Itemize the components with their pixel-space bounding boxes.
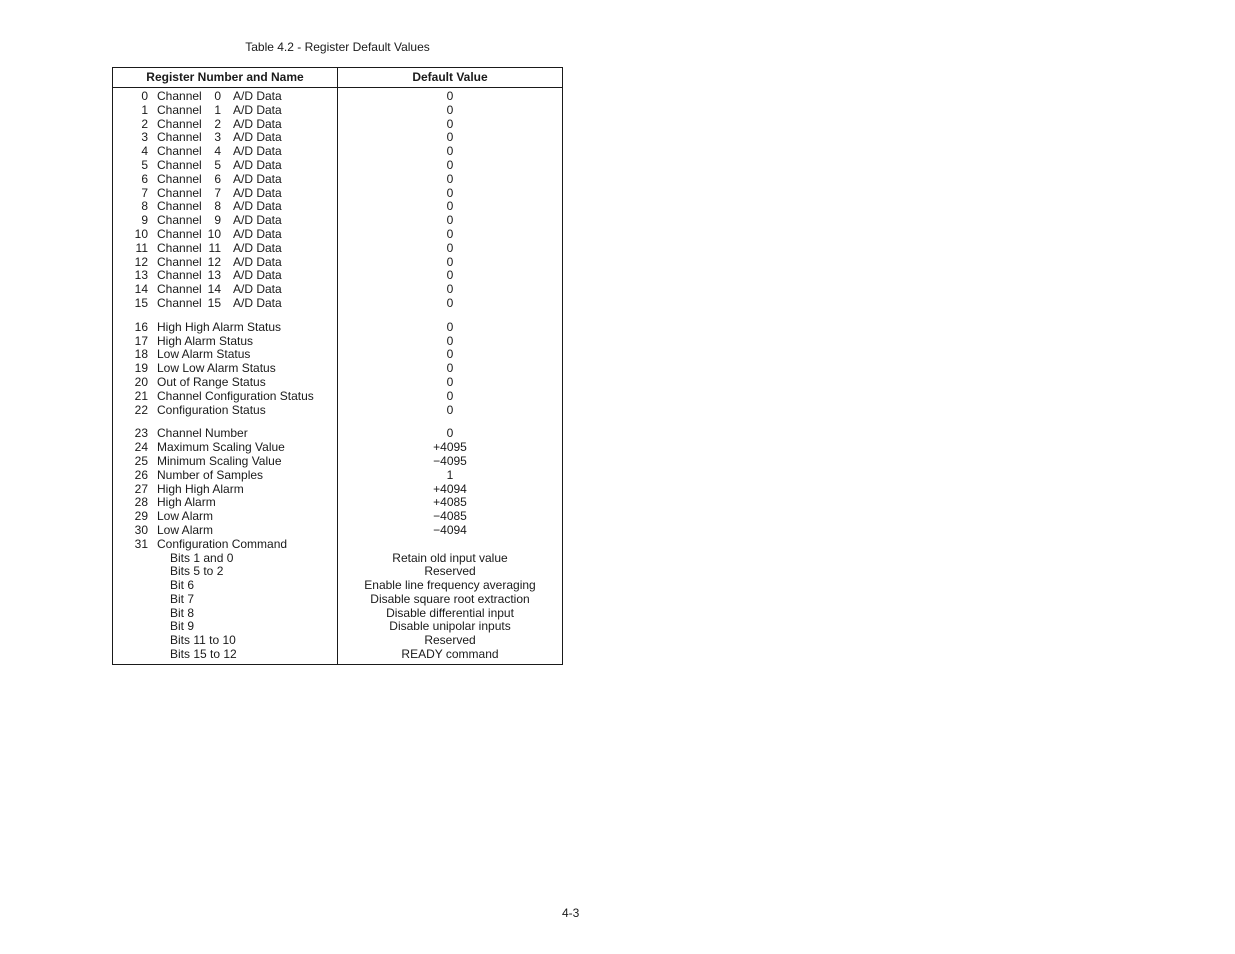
table-row <box>113 524 337 538</box>
default-value: 0 <box>446 102 454 117</box>
register-number: 12 <box>134 254 148 269</box>
register-name: Channel <box>157 254 202 269</box>
table-row <box>113 173 337 187</box>
table-row <box>113 90 337 104</box>
bit-field-value: Disable square root extraction <box>370 591 530 606</box>
bit-field-name: Bit 7 <box>170 591 195 606</box>
register-number: 6 <box>141 171 148 186</box>
register-number: 26 <box>134 467 148 482</box>
table-row <box>113 228 337 242</box>
register-number: 15 <box>134 295 148 310</box>
bit-field-value: Reserved <box>424 564 476 579</box>
register-number: 19 <box>134 361 148 376</box>
default-value: +4094 <box>433 481 467 496</box>
register-number: 1 <box>141 102 148 117</box>
register-name: High High Alarm Status <box>157 319 282 334</box>
register-name: Channel <box>157 144 202 159</box>
register-name: Channel <box>157 213 202 228</box>
default-value: 0 <box>446 254 454 269</box>
table-row <box>113 455 337 469</box>
table-row <box>113 145 337 159</box>
register-number: 4 <box>141 144 148 159</box>
channel-number: 15 <box>207 295 221 310</box>
default-value: 0 <box>446 374 454 389</box>
register-number: 5 <box>141 157 148 172</box>
register-number: 20 <box>134 374 148 389</box>
register-number: 14 <box>134 282 148 297</box>
default-value: 1 <box>446 467 454 482</box>
page-number: 4-3 <box>562 906 580 920</box>
register-name: Channel <box>157 185 202 200</box>
bit-field-name: Bit 8 <box>170 605 195 620</box>
default-value: 0 <box>446 426 454 441</box>
register-name: Channel <box>157 171 202 186</box>
register-name: Low Low Alarm Status <box>157 361 276 376</box>
default-value: −4095 <box>433 453 467 468</box>
register-name: Channel Number <box>157 426 248 441</box>
default-value: 0 <box>446 319 454 334</box>
table-row <box>113 634 337 648</box>
register-suffix: A/D Data <box>233 157 282 172</box>
register-suffix: A/D Data <box>233 89 282 103</box>
register-number: 22 <box>134 402 148 417</box>
channel-number: 10 <box>207 226 221 241</box>
table-caption: Table 4.2 - Register Default Values <box>245 40 430 54</box>
channel-number: 12 <box>207 254 221 269</box>
channel-number: 3 <box>214 130 221 145</box>
register-number: 11 <box>135 240 148 255</box>
register-name: Channel <box>157 240 202 255</box>
register-number: 25 <box>134 453 148 468</box>
register-suffix: A/D Data <box>233 185 282 200</box>
default-value: 0 <box>446 199 454 214</box>
register-number: 28 <box>134 495 148 510</box>
channel-number: 11 <box>208 240 221 255</box>
register-number: 21 <box>134 388 148 403</box>
default-value-column <box>338 88 562 664</box>
table-row <box>113 441 337 455</box>
register-name: Out of Range Status <box>157 374 266 389</box>
default-value: 0 <box>446 268 454 283</box>
table-row <box>113 187 337 201</box>
register-suffix: A/D Data <box>233 282 282 297</box>
default-value: 0 <box>446 89 454 103</box>
register-name: Channel <box>157 130 202 145</box>
table-row <box>113 607 337 621</box>
header-default: Default Value <box>412 70 488 84</box>
register-name: Low Alarm <box>157 509 214 524</box>
register-suffix: A/D Data <box>233 116 282 131</box>
table-row <box>113 593 337 607</box>
table-row <box>113 297 337 311</box>
table-row <box>113 104 337 118</box>
register-name: Minimum Scaling Value <box>157 453 282 468</box>
register-number: 2 <box>141 116 148 131</box>
register-suffix: A/D Data <box>233 295 282 310</box>
default-value: 0 <box>446 185 454 200</box>
table-row <box>113 404 337 418</box>
channel-number: 8 <box>214 199 221 214</box>
register-name: High Alarm Status <box>157 333 254 348</box>
register-number: 31 <box>134 536 148 551</box>
register-number: 7 <box>141 185 148 200</box>
channel-number: 4 <box>214 144 221 159</box>
table-row <box>113 648 337 662</box>
table-row <box>113 483 337 497</box>
default-value: 0 <box>446 213 454 228</box>
register-number: 9 <box>141 213 148 228</box>
channel-number: 0 <box>214 89 221 103</box>
table-row <box>113 538 337 552</box>
bit-field-name: Bits 15 to 12 <box>170 647 237 662</box>
register-suffix: A/D Data <box>233 226 282 241</box>
table-row <box>113 269 337 283</box>
register-suffix: A/D Data <box>233 102 282 117</box>
register-suffix: A/D Data <box>233 144 282 159</box>
bit-field-name: Bits 5 to 2 <box>170 564 224 579</box>
register-number: 27 <box>134 481 148 496</box>
default-value: 0 <box>446 116 454 131</box>
bit-field-name: Bit 9 <box>170 619 195 634</box>
register-suffix: A/D Data <box>233 240 282 255</box>
bit-field-value: Reserved <box>424 633 476 648</box>
default-value: 0 <box>446 347 454 362</box>
register-number: 24 <box>134 440 148 455</box>
register-number: 0 <box>141 89 148 103</box>
register-number: 16 <box>134 319 148 334</box>
register-name: Channel <box>157 157 202 172</box>
default-value: +4085 <box>433 495 467 510</box>
channel-number: 1 <box>214 102 221 117</box>
bit-field-value: Enable line frequency averaging <box>364 578 536 593</box>
default-value: 0 <box>446 282 454 297</box>
channel-number: 9 <box>214 213 221 228</box>
table-row <box>113 362 337 376</box>
register-name: Low Alarm <box>157 522 214 537</box>
bit-field-value: Retain old input value <box>392 550 508 565</box>
table-row <box>113 552 337 566</box>
table-row <box>113 565 337 579</box>
table-row <box>113 376 337 390</box>
channel-number: 5 <box>214 157 221 172</box>
table-row <box>113 335 337 349</box>
default-value: 0 <box>446 226 454 241</box>
channel-number: 7 <box>214 185 221 200</box>
default-value: 0 <box>446 240 454 255</box>
register-number: 17 <box>134 333 148 348</box>
table-row <box>113 620 337 634</box>
default-value: +4095 <box>433 440 467 455</box>
register-number: 23 <box>134 426 148 441</box>
default-value: −4085 <box>433 509 467 524</box>
table-row <box>113 427 337 441</box>
register-suffix: A/D Data <box>233 268 282 283</box>
default-value: 0 <box>446 388 454 403</box>
register-number: 13 <box>134 268 148 283</box>
table-row <box>113 214 337 228</box>
channel-number: 6 <box>214 171 221 186</box>
default-value: 0 <box>446 402 454 417</box>
table-row <box>113 283 337 297</box>
register-suffix: A/D Data <box>233 171 282 186</box>
register-name: Channel <box>157 102 202 117</box>
bit-field-name: Bit 6 <box>170 578 195 593</box>
bit-field-value: Disable unipolar inputs <box>389 619 511 634</box>
table-row <box>113 159 337 173</box>
register-name: Number of Samples <box>157 467 264 482</box>
register-number: 8 <box>141 199 148 214</box>
default-value: 0 <box>446 361 454 376</box>
register-default-table <box>112 67 563 665</box>
register-name: Configuration Status <box>157 402 266 417</box>
register-suffix: A/D Data <box>233 213 282 228</box>
register-name: Configuration Command <box>157 536 288 551</box>
table-row <box>113 390 337 404</box>
default-value: 0 <box>446 333 454 348</box>
register-name: Maximum Scaling Value <box>157 440 285 455</box>
default-value: −4094 <box>433 522 467 537</box>
table-body <box>113 88 562 664</box>
header-register: Register Number and Name <box>113 68 338 87</box>
default-value: 0 <box>446 157 454 172</box>
table-row <box>113 496 337 510</box>
table-row <box>113 200 337 214</box>
register-suffix: A/D Data <box>233 254 282 269</box>
register-name: Channel Configuration Status <box>157 388 314 403</box>
register-name: Channel <box>157 226 202 241</box>
register-number: 30 <box>134 522 148 537</box>
register-number: 10 <box>134 226 148 241</box>
default-value: 0 <box>446 130 454 145</box>
register-name: Channel <box>157 116 202 131</box>
bit-field-value: Disable differential input <box>386 605 514 620</box>
table-row <box>113 131 337 145</box>
register-name: Channel <box>157 89 202 103</box>
table-row <box>113 256 337 270</box>
register-suffix: A/D Data <box>233 199 282 214</box>
bit-field-name: Bits 11 to 10 <box>170 633 236 648</box>
bit-field-value: READY command <box>401 647 499 662</box>
register-name: Low Alarm Status <box>157 347 251 362</box>
register-suffix: A/D Data <box>233 130 282 145</box>
register-name: High High Alarm <box>157 481 244 496</box>
default-value <box>338 538 562 552</box>
table-row <box>113 510 337 524</box>
register-name: Channel <box>157 268 202 283</box>
table-row <box>113 469 337 483</box>
register-name: Channel <box>157 282 202 297</box>
channel-number: 13 <box>207 268 221 283</box>
register-name: Channel <box>157 199 202 214</box>
bit-field-name: Bits 1 and 0 <box>170 550 234 565</box>
table-row <box>113 118 337 132</box>
register-number: 29 <box>134 509 148 524</box>
register-name: High Alarm <box>157 495 216 510</box>
register-number: 3 <box>141 130 148 145</box>
table-row <box>113 242 337 256</box>
default-value: 0 <box>446 295 454 310</box>
register-name: Channel <box>157 295 202 310</box>
channel-number: 2 <box>214 116 221 131</box>
default-value: 0 <box>446 171 454 186</box>
default-value: 0 <box>446 144 454 159</box>
channel-number: 14 <box>207 282 221 297</box>
register-number: 18 <box>134 347 148 362</box>
table-row <box>113 579 337 593</box>
table-row <box>113 348 337 362</box>
register-column <box>113 88 338 664</box>
table-row <box>113 321 337 335</box>
table-header <box>113 68 562 88</box>
